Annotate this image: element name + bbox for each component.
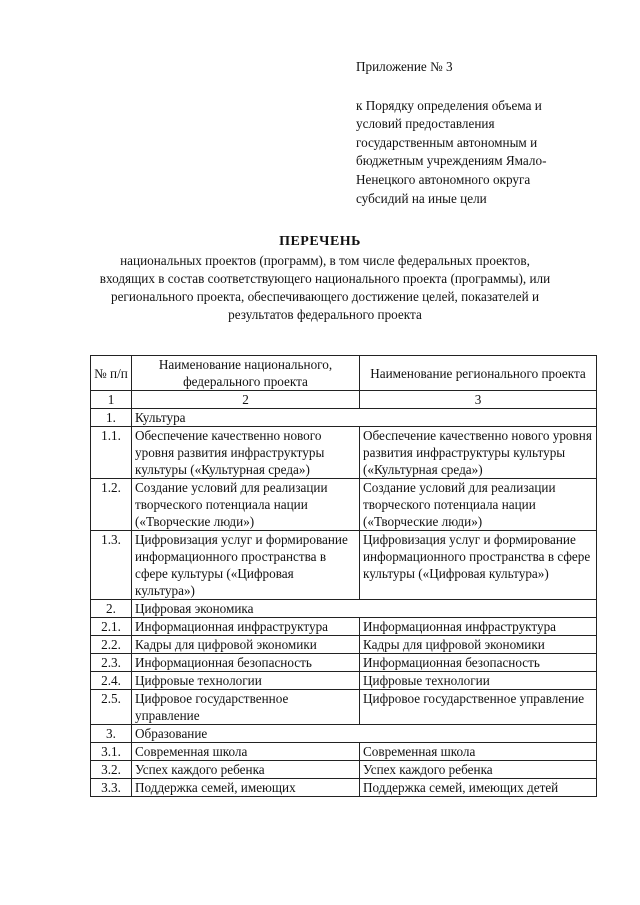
row-number: 2.4.: [91, 672, 132, 690]
document-subtitle: [80, 252, 570, 324]
federal-project-name: Создание условий для реализации творческого потенциала нации («Творческие люди»): [132, 479, 360, 531]
appendix-line: бюджетным учреждениям Ямало-: [356, 153, 547, 169]
subtitle-line: результатов федерального проекта: [228, 307, 422, 322]
appendix-block: [356, 58, 606, 208]
table-row: [91, 636, 597, 654]
table-row: [91, 479, 597, 531]
table-row: [91, 531, 597, 600]
appendix-line: Ненецкого автономного округа: [356, 171, 531, 187]
header-regional-project: Наименование регионального проекта: [360, 356, 597, 391]
regional-project-name: Успех каждого ребенка: [360, 761, 597, 779]
appendix-number: Приложение № 3: [356, 59, 453, 74]
document-title: ПЕРЕЧЕНЬ: [279, 234, 361, 249]
regional-project-name: Поддержка семей, имеющих детей: [360, 779, 597, 797]
federal-project-name: Цифровое государственное управление: [132, 690, 360, 725]
appendix-line: государственным автономным и: [356, 134, 538, 150]
row-number: 1.2.: [91, 479, 132, 531]
regional-project-name: Информационная инфраструктура: [360, 618, 597, 636]
table-header-row: [91, 356, 597, 391]
row-number: 2.1.: [91, 618, 132, 636]
row-number: 3.2.: [91, 761, 132, 779]
federal-project-name: Цифровизация услуг и формирование информационного пространства в сфере культуры («Цифровая культура»): [132, 531, 360, 600]
row-number: 2.: [91, 600, 132, 618]
federal-project-name: Современная школа: [132, 743, 360, 761]
appendix-line: субсидий на иные цели: [356, 190, 487, 206]
regional-project-name: Цифровые технологии: [360, 672, 597, 690]
regional-project-name: Современная школа: [360, 743, 597, 761]
table-row: [91, 779, 597, 797]
row-number: 1.1.: [91, 427, 132, 479]
table-row: [91, 654, 597, 672]
appendix-line: условий предоставления: [356, 116, 495, 132]
column-number: 3: [360, 391, 597, 409]
federal-project-name: Успех каждого ребенка: [132, 761, 360, 779]
section-row: [91, 600, 597, 618]
regional-project-name: Цифровизация услуг и формирование информационного пространства в сфере культуры («Цифровая культура»): [360, 531, 597, 600]
row-number: 3.: [91, 725, 132, 743]
projects-table: [90, 355, 597, 797]
row-number: 3.1.: [91, 743, 132, 761]
header-number: № п/п: [91, 356, 132, 391]
header-federal-project: Наименование национального, федерального проекта: [132, 356, 360, 391]
table-body: [91, 409, 597, 797]
subtitle-line: регионального проекта, обеспечивающего достижение целей, показателей и: [110, 289, 540, 304]
section-title: Образование: [132, 725, 597, 743]
section-row: [91, 409, 597, 427]
federal-project-name: Цифровые технологии: [132, 672, 360, 690]
row-number: 2.2.: [91, 636, 132, 654]
federal-project-name: Обеспечение качественно нового уровня развития инфраструктуры культуры («Культурная среда»): [132, 427, 360, 479]
column-number: 2: [132, 391, 360, 409]
row-number: 3.3.: [91, 779, 132, 797]
appendix-line: к Порядку определения объема и: [356, 97, 542, 113]
row-number: 1.: [91, 409, 132, 427]
regional-project-name: Обеспечение качественно нового уровня развития инфраструктуры культуры («Культурная среда»): [360, 427, 597, 479]
subtitle-line: национальных проектов (программ), в том числе федеральных проектов,: [120, 253, 530, 268]
table-row: [91, 743, 597, 761]
section-title: Культура: [132, 409, 597, 427]
federal-project-name: Информационная безопасность: [132, 654, 360, 672]
subtitle-line: входящих в состав соответствующего национального проекта (программы), или: [99, 271, 551, 286]
row-number: 1.3.: [91, 531, 132, 600]
column-number-row: [91, 391, 597, 409]
regional-project-name: Кадры для цифровой экономики: [360, 636, 597, 654]
row-number: 2.5.: [91, 690, 132, 725]
column-number: 1: [91, 391, 132, 409]
table-row: [91, 690, 597, 725]
table-row: [91, 618, 597, 636]
regional-project-name: Создание условий для реализации творческого потенциала нации («Творческие люди»): [360, 479, 597, 531]
federal-project-name: Поддержка семей, имеющих: [132, 779, 360, 797]
federal-project-name: Кадры для цифровой экономики: [132, 636, 360, 654]
table-row: [91, 672, 597, 690]
row-number: 2.3.: [91, 654, 132, 672]
federal-project-name: Информационная инфраструктура: [132, 618, 360, 636]
regional-project-name: Цифровое государственное управление: [360, 690, 597, 725]
section-row: [91, 725, 597, 743]
regional-project-name: Информационная безопасность: [360, 654, 597, 672]
section-title: Цифровая экономика: [132, 600, 597, 618]
table-row: [91, 761, 597, 779]
table-row: [91, 427, 597, 479]
